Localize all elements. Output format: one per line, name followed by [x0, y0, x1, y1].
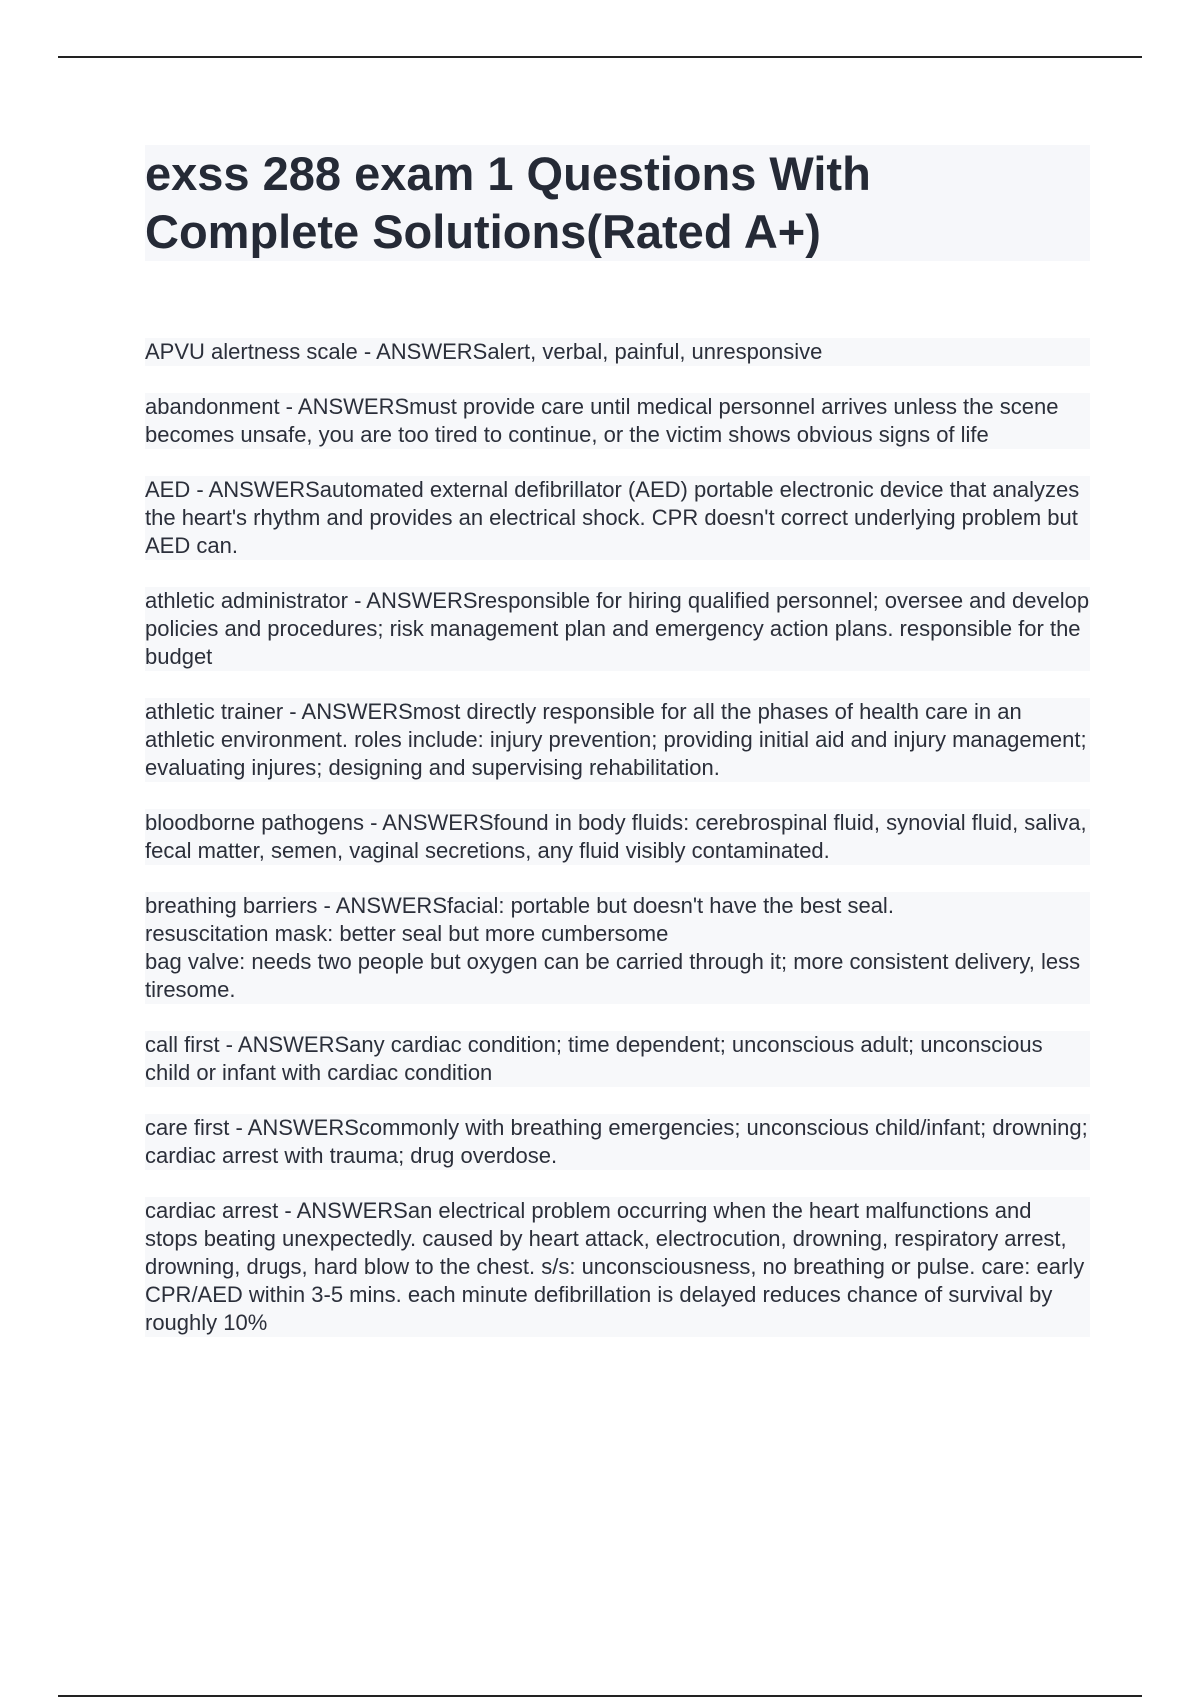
- entry-care-first: care first - ANSWERScommonly with breathing emergencies; unconscious child/infant; drowning; cardiac arrest with trauma; drug overdose.: [145, 1114, 1090, 1170]
- entry-bloodborne-pathogens: bloodborne pathogens - ANSWERSfound in body fluids: cerebrospinal fluid, synovial fluid, saliva, fecal matter, semen, vaginal secretions, any fluid visibly contaminated.: [145, 809, 1090, 865]
- entry-cardiac-arrest: cardiac arrest - ANSWERSan electrical problem occurring when the heart malfunctions and stops beating unexpectedly. caused by heart attack, electrocution, drowning, respiratory arrest, drowning, drugs, hard blow to the chest. s/s: unconsciousness, no breathing or pulse. care: early CPR/AED within 3-5 mins. each minute defibrillation is delayed reduces chance of survival by roughly 10%: [145, 1197, 1090, 1337]
- entry-athletic-trainer: athletic trainer - ANSWERSmost directly responsible for all the phases of health care in an athletic environment. roles include: injury prevention; providing initial aid and injury management; evaluating injures; designing and supervising rehabilitation.: [145, 698, 1090, 782]
- title-block: [145, 145, 1090, 261]
- entry-breathing-barriers: breathing barriers - ANSWERSfacial: portable but doesn't have the best seal. resuscitation mask: better seal but more cumbersome bag valve: needs two people but oxygen can be carried through it; more consistent delivery, less tiresome.: [145, 892, 1090, 1004]
- bottom-divider: [58, 1695, 1142, 1697]
- top-divider: [58, 56, 1142, 58]
- entry-athletic-administrator: athletic administrator - ANSWERSresponsible for hiring qualified personnel; oversee and develop policies and procedures; risk management plan and emergency action plans. responsible for the budget: [145, 588, 1090, 669]
- entry-aed: AED - ANSWERSautomated external defibrillator (AED) portable electronic device that analyzes the heart's rhythm and provides an electrical shock. CPR doesn't correct underlying problem but AED can.: [145, 476, 1090, 560]
- page-title: exss 288 exam 1 Questions With Complete Solutions(Rated A+): [145, 147, 871, 258]
- entry-abandonment: abandonment - ANSWERSmust provide care until medical personnel arrives unless the scene becomes unsafe, you are too tired to continue, or the victim shows obvious signs of life: [145, 393, 1090, 449]
- entry-list: [145, 338, 1090, 1364]
- entry-apvu: APVU alertness scale - ANSWERSalert, verbal, painful, unresponsive: [145, 338, 1090, 366]
- entry-call-first: call first - ANSWERSany cardiac condition; time dependent; unconscious adult; unconscious child or infant with cardiac condition: [145, 1031, 1090, 1087]
